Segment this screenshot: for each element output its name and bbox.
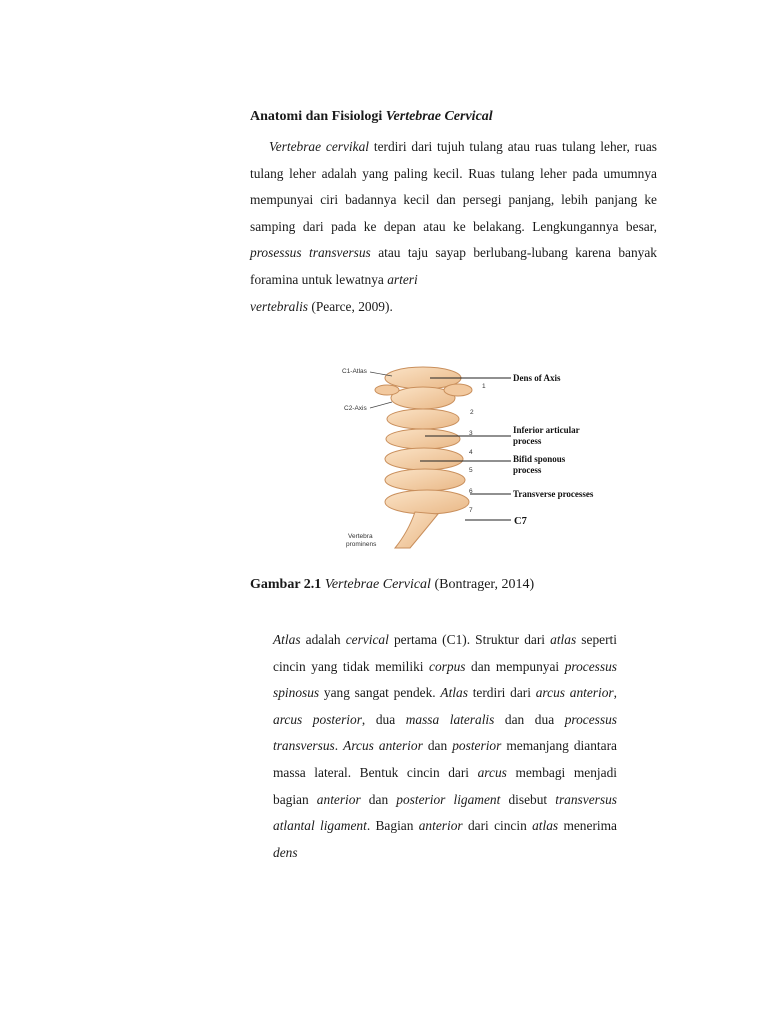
term-prosessus-transversus: prosessus transversus: [250, 245, 371, 261]
label-prominens: prominens: [346, 541, 377, 548]
section-heading: [250, 109, 493, 125]
term: posterior: [396, 791, 446, 807]
term: posterior: [452, 738, 502, 754]
callout-process-1: process: [513, 436, 542, 446]
term: arcus posterior: [273, 711, 362, 727]
term: Atlas: [273, 632, 301, 647]
number-3: 3: [469, 430, 473, 437]
text: membagi menjadi bagian: [273, 764, 617, 807]
caption-italic: Vertebrae Cervical: [321, 577, 431, 592]
term: anterior: [316, 791, 361, 807]
number-1: 1: [482, 383, 486, 390]
callout-dens-of-axis: Dens of Axis: [513, 373, 561, 383]
callout-process-2: process: [513, 465, 542, 475]
cervical-spine-figure: [330, 362, 620, 557]
term: processus spinosus: [273, 658, 618, 701]
heading-italic: Vertebrae Cervical: [385, 109, 493, 124]
term: ligament: [453, 791, 501, 807]
paragraph-intro: [250, 134, 657, 320]
text: yang sangat pendek.: [319, 685, 441, 701]
para1-text: terdiri dari tujuh tulang atau ruas tulang leher, ruas tulang leher adalah yang paling kecil. Ruas tulang leher pada umumnya mempunyai ciri badannya kecil dan persegi panjang, lebih panjang ke samping dari pada ke depan atau ke belakang. Lengkungannya besar,: [250, 139, 657, 234]
text: . Bagian: [366, 818, 419, 834]
label-vertebra: Vertebra: [348, 533, 373, 540]
text: dari cincin: [462, 818, 533, 834]
term-vertebrae-cervikal: Vertebrae cervikal: [269, 139, 370, 154]
number-2: 2: [470, 409, 474, 416]
term: massa lateralis: [405, 711, 495, 727]
text: pertama (C1). Struktur dari: [388, 632, 551, 647]
term: corpus: [429, 658, 466, 674]
label-c1-atlas: C1-Atlas: [342, 368, 367, 375]
callout-transverse-processes: Transverse processes: [513, 489, 594, 499]
text: menerima: [558, 818, 617, 834]
right-callouts: [513, 373, 594, 527]
term: transversus atlantal ligament: [273, 791, 617, 834]
text: adalah: [300, 632, 346, 647]
number-6: 6: [469, 488, 473, 495]
text: dan: [360, 791, 397, 807]
term-vertebralis: vertebralis: [250, 298, 309, 314]
left-labels: [342, 368, 377, 548]
text: disebut: [500, 791, 556, 807]
callout-bifid-sponous: Bifid sponous: [513, 454, 566, 464]
term: arcus: [477, 764, 507, 780]
number-7: 7: [469, 507, 473, 514]
term: atlas: [550, 632, 577, 647]
term: Atlas: [440, 685, 468, 701]
callout-inferior-articular: Inferior articular: [513, 425, 580, 435]
term: cervical: [345, 632, 389, 647]
text: .: [334, 738, 344, 754]
caption-number: Gambar 2.1: [250, 577, 322, 592]
text: seperti cincin yang tidak memiliki: [273, 632, 617, 674]
term: atlas: [532, 818, 559, 834]
term-arteri: arteri: [387, 271, 418, 287]
para1-citation: (Pearce, 2009).: [308, 298, 393, 314]
term: dens: [273, 844, 298, 860]
term: processus transversus: [273, 711, 618, 754]
para1-text-mid: atau taju sayap berlubang-lubang karena banyak foramina untuk lewatnya: [250, 245, 657, 287]
term: Arcus anterior: [343, 738, 423, 754]
term: arcus anterior: [535, 685, 614, 701]
text: dan: [422, 738, 453, 754]
term: anterior: [418, 818, 463, 834]
text: , dua: [361, 711, 406, 727]
figure-caption: [250, 577, 534, 593]
heading-prefix: Anatomi dan Fisiologi: [250, 109, 386, 124]
text: memanjang diantara massa lateral. Bentuk cincin dari: [273, 738, 617, 780]
callout-c7: C7: [514, 516, 527, 527]
number-5: 5: [469, 467, 473, 474]
paragraph-atlas: [273, 627, 617, 866]
number-4: 4: [469, 449, 473, 456]
text: dan mempunyai: [465, 658, 565, 674]
text: dan dua: [494, 711, 565, 727]
text: ,: [613, 685, 617, 701]
spine-illustration: [375, 367, 472, 548]
text: terdiri dari: [467, 685, 536, 701]
caption-source: (Bontrager, 2014): [430, 577, 535, 592]
label-c2-axis: C2-Axis: [344, 405, 367, 412]
